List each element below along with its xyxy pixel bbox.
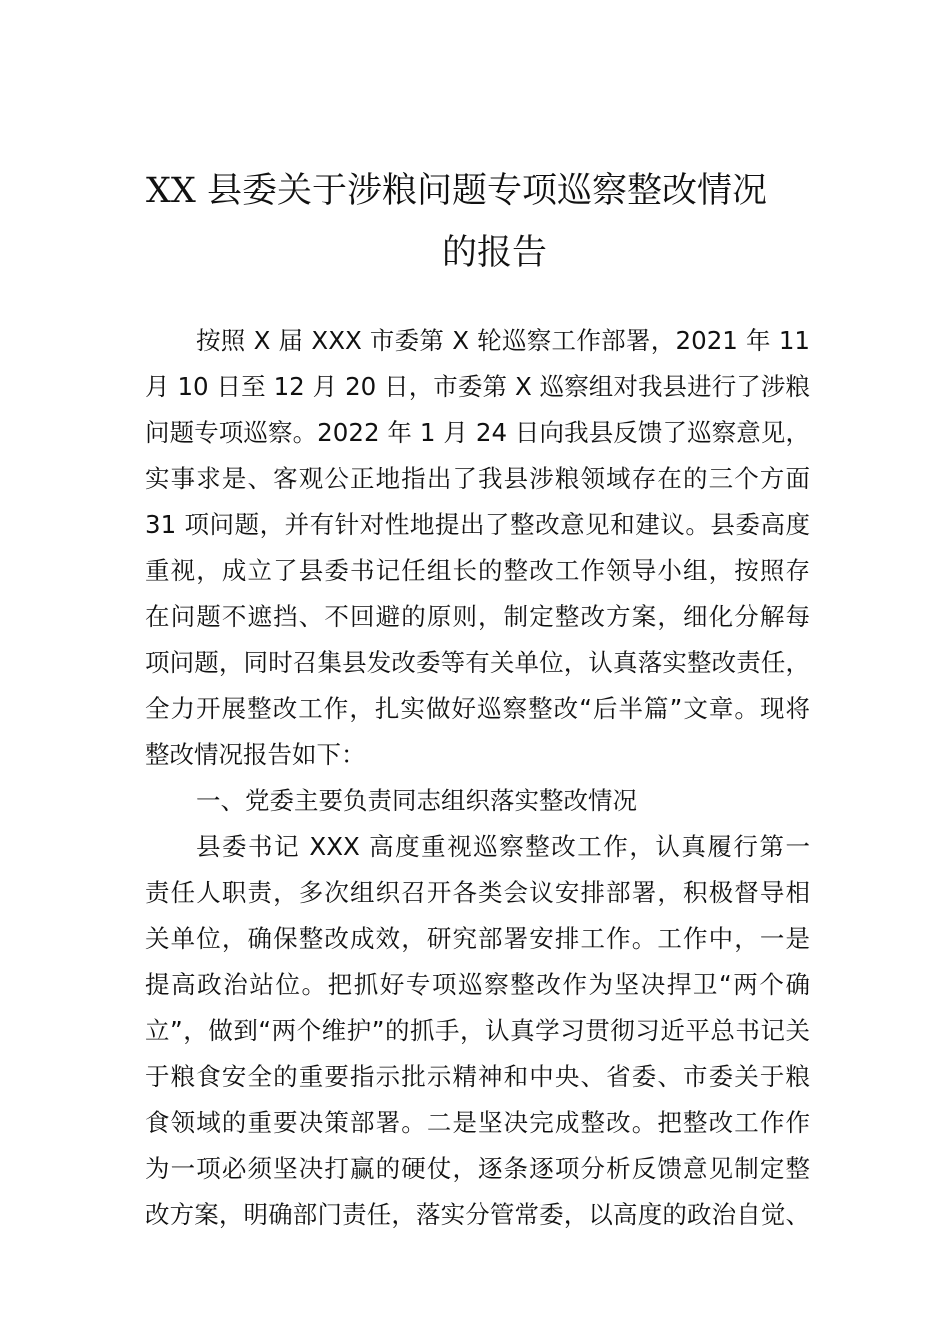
paragraph-line: 31 项问题，并有针对性地提出了整改意见和建议。县委高度: [145, 510, 810, 539]
paragraph-line: 于粮食安全的重要指示批示精神和中央、省委、市委关于粮: [145, 1062, 810, 1091]
document-title-line-2: 的报告: [442, 233, 548, 273]
paragraph-1: [145, 318, 810, 778]
paragraph-line: 月 10 日至 12 月 20 日，市委第 X 巡察组对我县进行了涉粮: [145, 372, 810, 401]
paragraph-line: 重视，成立了县委书记任组长的整改工作领导小组，按照存: [145, 556, 810, 585]
paragraph-line: 责任人职责，多次组织召开各类会议安排部署，积极督导相: [145, 878, 810, 907]
paragraph-line: 在问题不遮挡、不回避的原则，制定整改方案，细化分解每: [145, 602, 810, 631]
paragraph-line: 改方案，明确部门责任，落实分管常委，以高度的政治自觉、: [145, 1200, 810, 1229]
paragraph-line: 为一项必须坚决打赢的硬仗，逐条逐项分析反馈意见制定整: [145, 1154, 810, 1183]
paragraph-line: 全力开展整改工作，扎实做好巡察整改“后半篇”文章。现将: [145, 694, 810, 723]
paragraph-line: 食领域的重要决策部署。二是坚决完成整改。把整改工作作: [145, 1108, 810, 1137]
paragraph-line: 按照 X 届 XXX 市委第 X 轮巡察工作部署，2021 年 11: [196, 326, 810, 355]
paragraph-line: 县委书记 XXX 高度重视巡察整改工作，认真履行第一: [196, 832, 810, 861]
document-body: [145, 318, 810, 1238]
paragraph-line: 关单位，确保整改成效，研究部署安排工作。工作中，一是: [145, 924, 810, 953]
paragraph-line: 问题专项巡察。2022 年 1 月 24 日向我县反馈了巡察意见，: [145, 418, 810, 447]
paragraph-line: 整改情况报告如下：: [145, 740, 366, 769]
paragraph-2: [145, 824, 810, 1238]
paragraph-line: 提高政治站位。把抓好专项巡察整改作为坚决捍卫“两个确: [145, 970, 810, 999]
document-title-line-1: XX 县委关于涉粮问题专项巡察整改情况: [146, 171, 767, 211]
paragraph-line: 实事求是、客观公正地指出了我县涉粮领域存在的三个方面: [145, 464, 810, 493]
section-heading-1: 一、党委主要负责同志组织落实整改情况: [196, 786, 637, 815]
paragraph-line: 立”，做到“两个维护”的抓手，认真学习贯彻习近平总书记关: [145, 1016, 810, 1045]
paragraph-line: 项问题，同时召集县发改委等有关单位，认真落实整改责任，: [145, 648, 810, 677]
